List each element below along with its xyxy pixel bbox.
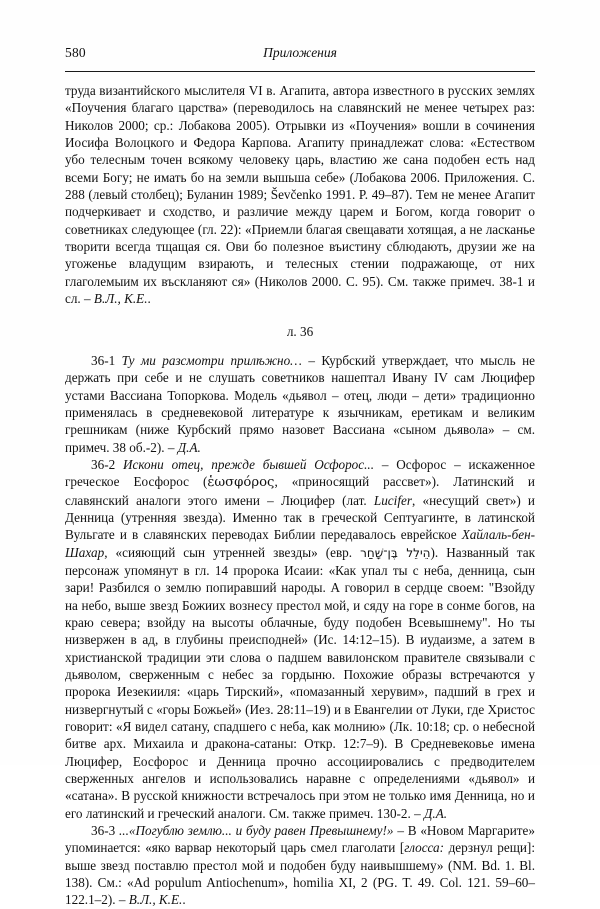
note-36-2-body-1: – Осфорос – искаженное греческое Еосфорос ( — [65, 456, 535, 490]
greek-term: ἑωσφόρος — [207, 475, 275, 491]
note-36-1 — [65, 352, 535, 456]
note-36-2-body-4: , «сияющий сын утренней звезды» (евр. — [104, 544, 361, 560]
note-36-3-signature: В.Л., К.Е. — [128, 892, 183, 908]
note-36-3-tail: . — [182, 892, 186, 908]
hebrew-term: הֵילֵל בֶּן־שָׁחַר — [360, 545, 431, 560]
header-rule — [65, 71, 535, 72]
page-content — [65, 45, 535, 909]
note-36-3-number: 36-3 — [91, 823, 119, 839]
paragraph-continued — [65, 82, 535, 307]
note-36-3-body-2: дерзнул рещи]: выше звезд поставлю престол мой и подобен буду наивышшему» (NM. Bd. 1. Bl. 138). См.: «Ad populum Antiochenum», homilia XI, 2 (PG. T. 49. Col. 121. 59–60–122.1–2). – — [65, 840, 535, 908]
note-36-2-body-2: , «приносящий рассвет»). Латинский и славянский аналоги этого имени – Люцифер (лат. — [65, 474, 535, 508]
paragraph-continued-text: труда византийского мыслителя VI в. Агапита, автора известного в русских землях «Поучения благаго царства» (переводилось на славянский не менее четырех раз: Николов 2000; ср.: Лобакова 2005). Отрывки из «Поучения» вошли в сочинения Иосифа Волоцкого и Федора Карпова. Агапиту принадлежат слова: «Естеством убо телесным точен всякому человеку царь, властию же сана подобен есть над всеми Богу; не имать бо на земли вышьша себе» (Лобакова 2006. Приложения. С. 288 (левый столбец); Буланин 1989; Ševčenko 1991. P. 49–87). Тем не менее Агапит подчеркивает и сходство, и различие между царем и Богом, когда говорит о советниках следующее (гл. 22): «Приемли благая свещавати хотящая, а не ласканье творити всегда тщащая ся. Ови бо полезное въистину сблюдають, друзии же на угоженье владущим взирають, и телесных стении подражающе, от них глаголемыим их въскланяют ся» (Николов 2000. С. 95). См. также примеч. 38-1 и сл. – — [65, 83, 535, 307]
section-heading: л. 36 — [286, 324, 314, 340]
note-36-3 — [65, 822, 535, 909]
body-text — [65, 82, 535, 909]
note-36-2-number: 36-2 — [91, 456, 123, 472]
running-head — [65, 45, 535, 65]
note-36-1-lemma: Ту ми разсмотри прилѣжно… — [121, 352, 302, 368]
running-title: Приложения — [263, 45, 337, 60]
note-36-2-lemma: Искони отец, прежде бывшей Осфорос... — [123, 456, 375, 472]
note-36-2-body-3: , «несущий свет») и Денница (утренняя звезда). Именно так в греческой Септуагинте, в латинской Вульгате и в славянских переводах Библии передавалось еврейское — [65, 492, 535, 543]
latin-term: Lucifer — [373, 492, 412, 508]
hebrew-transliteration: Хайлаль-бен-Шахар — [65, 527, 535, 560]
note-36-2 — [65, 456, 535, 822]
note-36-3-lemma: ...«Погублю землю... и буду равен Превышнему!» — [119, 823, 394, 839]
note-36-2-body-5: ). Названный так персонаж упомянут в гл. 14 пророка Исаии: «Как упал ты с неба, денница, сын зари! Разбился о землю попиравший народы. А говорил в сердце своем: "Взойду на небо, выше звезд Божиих вознесу престол мой, и сяду на горе в сонме богов, на краю севера; взойду на высоты облачные, буду подобен Всевышнему". Но ты низвержен в ад, в глубины преисподней» (Ис. 14:12–15). В иудаизме, а затем в христианской традиции эти слова о падшем вавилонском правителе связывали с дьяволом, сверженным с небес за гордыню. Похожие образы встречаются у пророка Иезекииля: «царь Тирский», «помазанный херувим», падший в грех и низвергнутый с «горы Божьей» (Иез. 28:11–19) и в Евангелии от Луки, где Христос говорит: «Я видел сатану, спадшего с неба, как молнию» (Лк. 10:18; ср. о небесной битве арх. Михаила и дракона-сатаны: Откр. 12:7–9). В Средневековье имена Люцифер, Еосфорос и Денница прочно ассоциировались с предводителем сверженных ангелов и использовались наравне с определениями «дьявол» и «сатана». В русской книжности встречалось при этом не только имя Денница, но и его латинский и греческий аналоги. См. также примеч. 130-2. – — [65, 544, 535, 821]
note-36-1-body: – Курбский утверждает, что мысль не держать при себе и не слушать советников нашептал Ивану IV сам Люцифер устами Вассиана Топоркова. Модель «дьявол – отец, люди – дети» традиционно применялась в средневековой литературе к язычникам, еретикам и великим грешникам (ниже Курбский прямо назовет Вассиана «сыном дьявола» – см. примеч. 38 об.-2). – — [65, 352, 535, 455]
page-number: 580 — [65, 45, 86, 60]
note-36-1-signature: Д.А. — [177, 439, 201, 455]
gloss-marker: глосса: — [404, 840, 445, 856]
paragraph-continued-signature: В.Л., К.Е. — [93, 291, 148, 307]
note-36-1-number: 36-1 — [91, 352, 122, 368]
note-36-3-body-1: – В «Новом Маргарите» упоминается: «яко варвар некоторый царь смел глаголати [ — [65, 823, 535, 856]
note-36-2-signature: Д.А. — [424, 805, 448, 821]
paragraph-continued-tail: . — [147, 291, 151, 307]
